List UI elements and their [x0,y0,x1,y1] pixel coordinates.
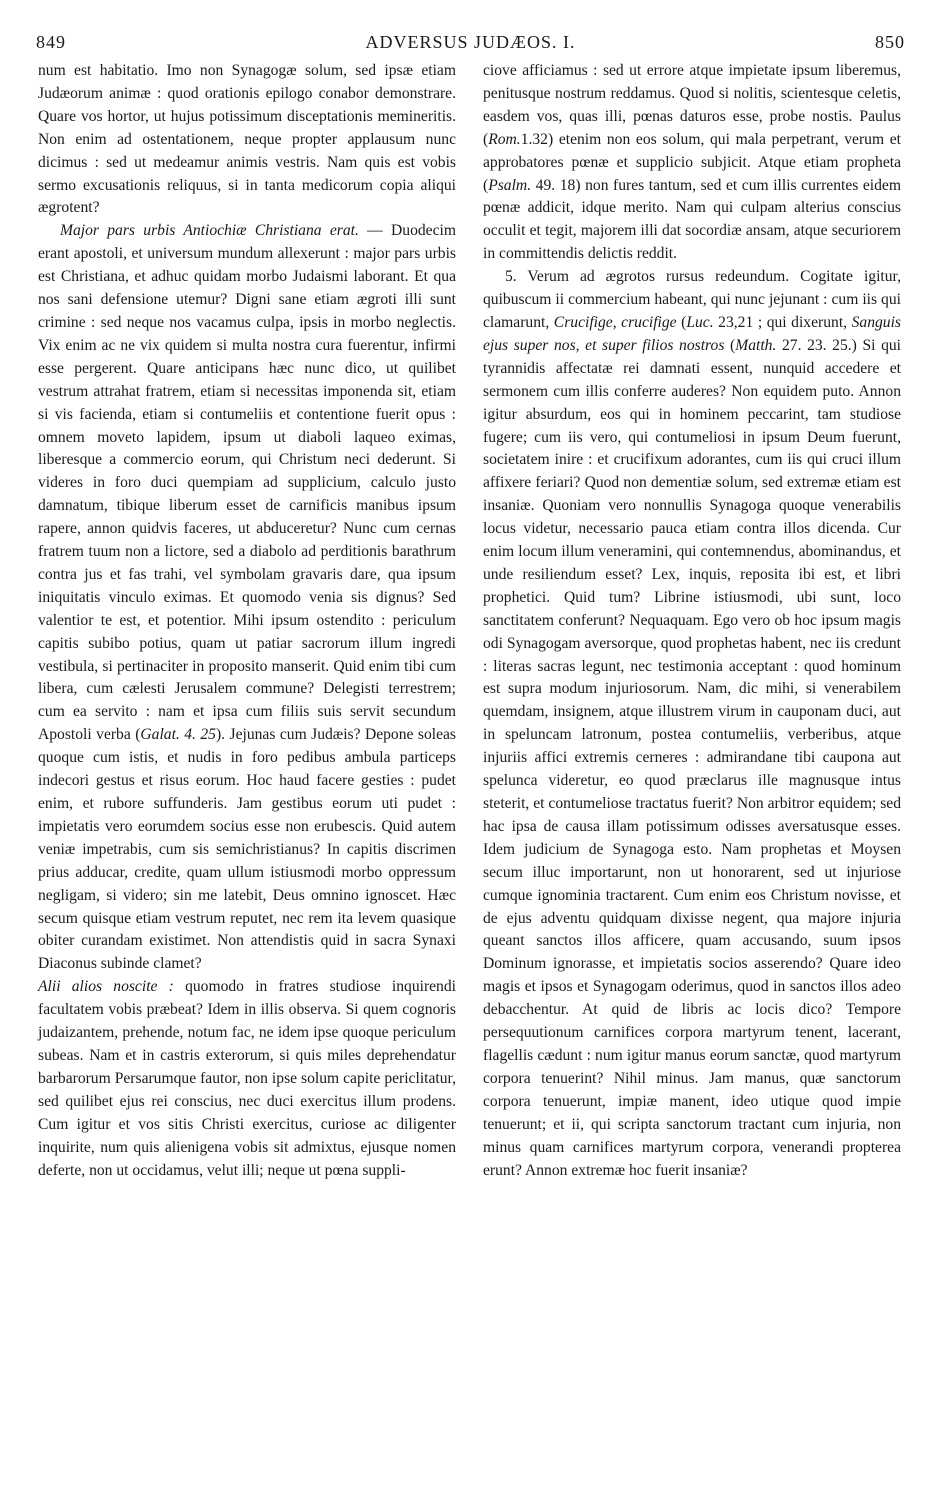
citation: Galat. 4. 25 [140,726,216,744]
page-number-left: 849 [36,32,66,52]
paragraph-text: ) etenim non eos solum, qui mala perpetrant, verum et approbatores pœnæ et supplicio subjicit. Atque etiam propheta ( [483,130,901,194]
paragraph-text: — Duodecim erant apostoli, et universum mundum allexerunt : major pars urbis est Christiana, et adhuc quidam morbo Judaismi laborant. Et qua nos sani defensione utemur? Digni sane etiam ægroti illi sunt crimine : sed neque nos vacamus culpa, ipsis in morbo neglectis. Vix enim ac ne vix quidem si multa nostra cura fuerentur, infirmi esse pergerent. Quare anticipans hæc nunc dico, ut quilibet vestrum attrahat fratrem, etiam si necessitas imponenda sit, etiam si vis facienda, etiam si contumeliis et contentione fuerit opus : omnem moveto lapidem, ipsum ut diaboli laqueo eximas, liberesque a commercio eorum, qui Christum neci dederunt. Si videres in foro duci quempiam ad supplicium, calculo justo damnatum, tibique liberum esset de carnificis manibus ipsum rapere, annon quidvis faceres, ut abduceretur? Nunc cum cernas fratrem tuum non a lictore, sed a diabolo ad perditionis barathrum contra jus et fas trahi, vel symbolam gravaris dare, qua ipsum iniquitatis vinculo eximas. Et quomodo venia sis dignus? Sed valentior te est, et potentior. Mihi ipsum ostendito : periculum capitis subibo potius, quam ut patiar sacrorum illum ingredi vestibula, si pertinaciter in proposito manserit. Quid enim tibi cum libera, cum cælesti Jerusalem commune? Delegisti terrestrem; cum ea servito : nam et ipsa cum filiis suis servit secundum Apostoli verba ( [38,222,456,744]
paragraph-text: 27. 23. 25.) Si qui tyrannidis affectatæ rei damnati essent, nunquid accedere et sermonem cum illis conferre auderes? Non equidem puto. Annon igitur absurdum, eos qui in hominem peccarint, tam studiose fugere; cum iis vero, qui contumeliosi in ipsum Deum fuerunt, societatem inire : et crucifixum adorantes, cum iis qui cruci illum affixere feriari? Quod non dementiæ solum, sed extremæ etiam est insaniæ. Quoniam vero nonnullis Synagoga quoque venerabilis locus videtur, necessario pauca etiam contra illos dicenda. Cur enim locum illum veneramini, qui contemnendus, abominandus, et unde resiliendum esset? Lex, inquis, reposita ibi est, et libri prophetici. Quid tum? Librine istiusmodi, ubi sunt, loco sanctitatem conferunt? Nequaquam. Ego vero ob hoc ipsum magis odi Synagogam aversorque, quod prophetas habent, nec iis credunt : literas sacras legunt, nec testimonia acceptant : quod hominum est supra modum injuriosorum. Nam, dic mihi, si venerabilem quemdam, insignem, atque illustrem virum in cauponam duci, aut in speluncam latronum, postea contumeliis, verberibus, atque injuriis affici extremis cerneres : admirandane tibi caupona aut spelunca videretur, eo quod præclarus ille magnusque intus steterit, et contumeliose tractatus fuerit? Non arbitror equidem; sed hac ipsa de causa illam potissimum odisses aversatusque esses. Idem judicium de Synagoga esto. Nam prophetas et Moysen secum illuc importarunt, non ut honorarent, sed ut injuriose cumque ignominia tractarent. Cum enim eos Christum novisse, et de ejus adventu quidquam dixisse negent, qua majore injuria queant sanctos illos afficere, quam accusando, suum ipsos Dominum ignorasse, et impietatis socios asserendo? Quare ideo magis et ipsos et Synagogam oderimus, quod in sanctos illos adeo debacchentur. At quid de libris ac locis dico? Tempore persequutionum carnifices corpora martyrum tenent, lacerant, flagellis cædunt : num igitur manus eorum sanctæ, quod martyrum corpora tenuerint? Nihil minus. Jam manus, quæ sanctorum corpora tenuerunt, impiæ manent, ideo utique quod impie tenuerunt; et ii, qui scripta sanctorum tractant cum injuria, non minus quam carnifices martyrum corpora, venerandi propterea erunt? Annon extremæ hoc fuerit insaniæ? [483,336,902,1179]
running-title: ADVERSUS JUDÆOS. I. [365,32,576,52]
paragraph [38,60,456,220]
paragraph [38,220,456,976]
section-heading: Major pars urbis Antiochiæ Christiana erat. [60,222,359,240]
page-number-right: 850 [875,32,905,52]
paragraph-text: 23,21 ; qui dixerunt, [713,313,852,331]
paragraph-text: ciove afficiamus : sed ut errore atque impietate ipsum liberemus, penitusque nostrum reddamus. Quod si nolitis, scientesque celetis, easdem vos, quas illi, pœnas daturos esse, probe nostis. Paulus ( [483,62,901,148]
citation: Psalm. [488,176,532,194]
citation-number: 49. 18 [531,176,576,194]
paragraph [38,976,456,1182]
paragraph [483,266,901,1182]
section-heading: Alii alios noscite : [38,978,174,996]
paragraph-text: quomodo in fratres studiose inquirendi facultatem vobis præbeat? Idem in illis observa. Si quem cognoris judaizantem, prehende, notum fac, ne idem ipse quoque periculum subeas. Nam et in castris exterorum, si quis miles deprehendatur barbarorum Persarumque fautor, non ipse solum capite periclitatur, sed quilibet ejus rei conscius, nec duci exercitus illum prodens. Cum igitur et vos sitis Christi exercitus, curiose ac diligenter inquirite, num quis alienigena vobis sit admixtus, ejusque nomen deferte, non ut occidamus, velut illi; neque ut pœna suppli- [38,978,456,1179]
paragraph-text: num est habitatio. Imo non Synagogæ solum, sed ipsæ etiam Judæorum animæ : quod orationis epilogo conabor demonstrare. Quare vos hortor, ut hujus potissimum disceptationis memineritis. Non enim ad ostentationem, neque propter applausum nunc dicimus : sed ut medeamur animis vestris. Nam quis est vobis sermo excusationis reliquus, si in tanta medicorum copia aliqui ægrotent? [38,62,456,217]
paragraph-text: 5. Verum ad ægrotos rursus redeundum. Cogitate igitur, quibuscum ii commercium habeant, qui nunc jejunant : cum iis qui clamarunt, [483,268,901,331]
running-header [36,32,905,58]
quotation: Crucifige, crucifige [553,313,677,331]
citation: Matth. [735,336,777,354]
right-column [483,60,901,1182]
left-column [38,60,456,1182]
paragraph-text: ). Jejunas cum Judæis? Depone soleas quoque cum istis, et nudis in foro pedibus ambula particeps indecori gestus et risus eorum. Hoc haud facere gesties : pudet enim, et rubore suffunderis. Jam gestibus eorum uti pudet : impietatis vero eorumdem socius esse non erubescis. Quid autem veniæ impetrabis, cum sis semichristianus? In capitis discrimen prius adducar, credite, quam ullum istiusmodi morbo oppressum negligam, si videro; sin me latebit, Deus omnino ignoscet. Hæc secum quisque etiam vestrum reputet, nec rem ita levem quasique obiter curandam existimet. Non attendistis quid in sacra Synaxi Diaconus subinde clamet? [38,726,456,973]
citation: Luc. [686,313,714,331]
quotation: Sanguis ejus super nos, et super filios nostros [483,313,901,354]
citation-number: 1.32 [520,130,548,148]
citation: Rom. [488,130,521,148]
paragraph-text: ( [676,313,687,331]
paragraph [483,60,901,266]
paragraph-text: ( [724,336,736,354]
paragraph-text: ) non fures tantum, sed et cum illis currentes eidem pœnæ addicit, idque merito. Nam qui culpam alterius conscius occulit et tegit, majorem illi dat socordiæ ansam, atque securiorem in committendis delictis reddit. [483,176,901,263]
